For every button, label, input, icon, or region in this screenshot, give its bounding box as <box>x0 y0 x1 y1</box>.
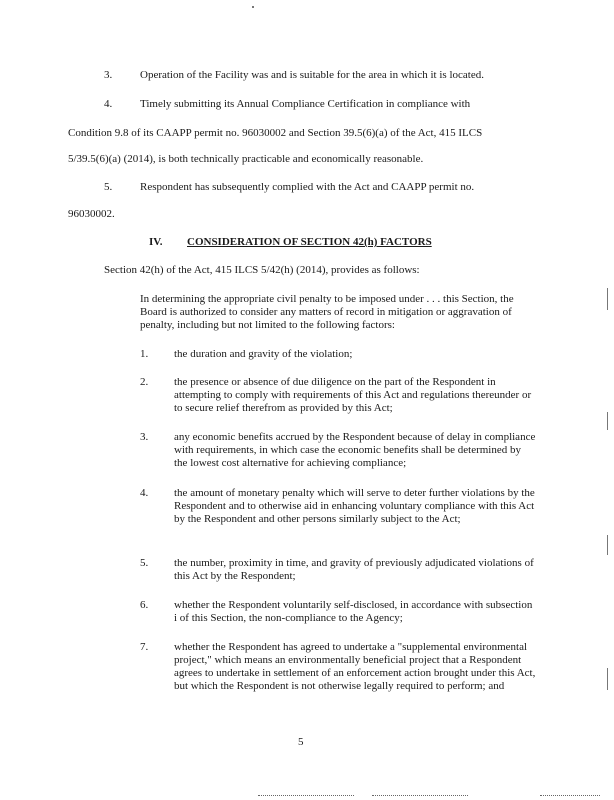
paragraph-5-line-2: 96030002. <box>68 208 115 220</box>
scan-mark-right-1 <box>607 288 608 310</box>
scan-dots-bottom-3 <box>540 795 600 796</box>
factor-5-text: the number, proximity in time, and gravity of previously adjudicated violations of this Act by the Respondent; <box>174 557 534 582</box>
paragraph-3-text: Operation of the Facility was and is suitable for the area in which it is located. <box>140 69 484 81</box>
section-intro: Section 42(h) of the Act, 415 ILCS 5/42(h) (2014), provides as follows: <box>104 264 420 276</box>
factor-3-text: any economic benefits accrued by the Respondent because of delay in compliance with requirements, in which case the economic benefits shall be determined by the lowest cost alternative for achieving compliance; <box>174 431 536 469</box>
factor-4-number: 4. <box>140 487 149 499</box>
factor-2-number: 2. <box>140 376 149 388</box>
scan-mark-right-2 <box>607 412 608 430</box>
paragraph-5-number: 5. <box>104 181 113 193</box>
scan-dots-bottom-1 <box>258 795 354 796</box>
scan-mark-right-3 <box>607 535 608 555</box>
factor-7-text: whether the Respondent has agreed to undertake a "supplemental environmental project," which means an environmentally beneficial project that a Respondent agrees to undertake in settlement of an enforcement action brought under this Act, but which the Respondent is not otherwise legally required to perform; and <box>174 641 536 692</box>
paragraph-4-line-2: Condition 9.8 of its CAAPP permit no. 96030002 and Section 39.5(6)(a) of the Act, 415 ILCS <box>68 127 483 139</box>
page-number: 5 <box>298 736 304 748</box>
section-numeral: IV. <box>149 236 163 248</box>
scan-dots-bottom-2 <box>372 795 468 796</box>
paragraph-3-number: 3. <box>104 69 113 81</box>
factor-7-number: 7. <box>140 641 149 653</box>
factor-5-number: 5. <box>140 557 149 569</box>
factor-3-number: 3. <box>140 431 149 443</box>
factor-1-text: the duration and gravity of the violation; <box>174 348 353 360</box>
scan-mark-right-4 <box>607 668 608 690</box>
paragraph-4-line-3: 5/39.5(6)(a) (2014), is both technically practicable and economically reasonable. <box>68 153 424 165</box>
scan-mark-top <box>252 6 254 8</box>
section-title: CONSIDERATION OF SECTION 42(h) FACTORS <box>187 236 432 248</box>
paragraph-4-number: 4. <box>104 98 113 110</box>
factor-2-text: the presence or absence of due diligence on the part of the Respondent in attempting to comply with requirements of this Act and regulations thereunder or to secure relief therefrom as provided by this Act; <box>174 376 532 414</box>
quote-lead: In determining the appropriate civil penalty to be imposed under . . . this Section, the Board is authorized to consider any matters of record in mitigation or aggravation of penalty, including but not limited to the following factors: <box>140 293 514 331</box>
paragraph-5-line-1: Respondent has subsequently complied with the Act and CAAPP permit no. <box>140 181 475 193</box>
paragraph-4-line-1: Timely submitting its Annual Compliance Certification in compliance with <box>140 98 471 110</box>
factor-6-number: 6. <box>140 599 149 611</box>
factor-4-text: the amount of monetary penalty which will serve to deter further violations by the Respondent and to otherwise aid in enhancing voluntary compliance with this Act by the Respondent and other persons similarly subject to the Act; <box>174 487 535 525</box>
factor-1-number: 1. <box>140 348 149 360</box>
factor-6-text: whether the Respondent voluntarily self-disclosed, in accordance with subsection i of this Section, the non-compliance to the Agency; <box>174 599 533 624</box>
